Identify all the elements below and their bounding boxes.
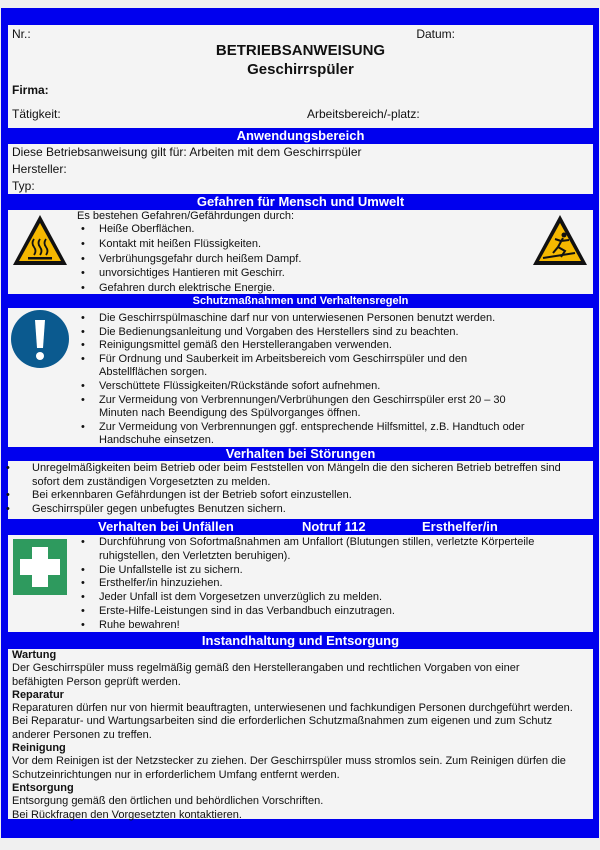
section-title-gefahren: Gefahren für Mensch und Umwelt (196, 194, 405, 209)
anwendung-section (8, 144, 593, 194)
hersteller-label: Hersteller: (12, 162, 67, 176)
gefahren-intro: Es bestehen Gefahren/Gefährdungen durch: (77, 210, 295, 222)
notruf-label: Notruf 112 (302, 519, 366, 534)
footer-note: Bei Rückfragen den Vorgesetzten kontaktieren. (12, 808, 242, 821)
section-title-instand: Instandhaltung und Entsorgung (201, 633, 400, 648)
ersthelfer-label: Ersthelfer/in (422, 519, 498, 534)
list-item: • Die Unfallstelle ist zu sichern. (77, 564, 593, 578)
list-item: • Zur Vermeidung von Verbrennungen ggf. entsprechende Hilfsmittel, z.B. Handtuch oder Handschuhe einsetzen. (77, 421, 593, 448)
list-item: • Heiße Oberflächen. (77, 222, 593, 237)
firma-label: Firma: (12, 83, 49, 97)
list-item: • Kontakt mit heißen Flüssigkeiten. (77, 237, 593, 252)
reinigung-heading: Reinigung (12, 742, 66, 755)
list-item: • Bei erkennbaren Gefährdungen ist der Betrieb sofort einzustellen. (2, 489, 593, 503)
scope-line: Diese Betriebsanweisung gilt für: Arbeiten mit dem Geschirrspüler (12, 145, 362, 159)
list-item: • Die Geschirrspülmaschine darf nur von unterwiesenen Personen benutzt werden. (77, 312, 593, 326)
list-item: • Ruhe bewahren! (77, 619, 593, 633)
reparatur-heading: Reparatur (12, 688, 64, 701)
mandatory-exclamation-icon (11, 310, 69, 368)
entsorgung-heading: Entsorgung (12, 781, 74, 794)
arbeitsbereich-label: Arbeitsbereich/-platz: (307, 107, 420, 121)
list-item: • Verbrühungsgefahr durch heißem Dampf. (77, 252, 593, 267)
list-item: • unvorsichtiges Hantieren mit Geschirr. (77, 266, 593, 281)
typ-label: Typ: (12, 179, 35, 193)
list-item: • Unregelmäßigkeiten beim Betrieb oder beim Feststellen von Mängeln die den sicheren Betrieb betreffen sind sofort dem zuständigen Vorgesetzten zu melden. (2, 462, 593, 489)
page-title: BETRIEBSANWEISUNG (215, 42, 386, 59)
list-item: • Geschirrspüler gegen unbefugtes Benutzen sichern. (2, 503, 593, 517)
unfaelle-section (8, 535, 593, 632)
nr-label: Nr.: (12, 27, 31, 41)
schutz-section (8, 308, 593, 447)
list-item: • Erste-Hilfe-Leistungen sind in das Verbandbuch einzutragen. (77, 605, 593, 619)
datum-label: Datum: (416, 27, 455, 41)
header-section (8, 25, 593, 128)
hot-surface-warning-icon (11, 213, 69, 268)
list-item: • Die Bedienungsanleitung und Vorgaben des Herstellers sind zu beachten. (77, 326, 593, 340)
instand-section (8, 649, 593, 819)
reinigung-text: Vor dem Reinigen ist der Netzstecker zu ziehen. Der Geschirrspüler muss stromlos sein. Zum Reinigen dürfen die Schutzeinrichtungen nur in erforderlichem Umfang entfernt werden. (12, 755, 566, 781)
section-title-unfaelle (8, 519, 593, 535)
list-item: • Jeder Unfall ist dem Vorgesetzen unverzüglich zu melden. (77, 591, 593, 605)
list-item: • Zur Vermeidung von Verbrennungen/Verbrühungen den Geschirrspüler erst 20 – 30 Minuten nach Beendigung des Spülvorganges öffnen. (77, 394, 593, 421)
gefahren-list (77, 222, 593, 296)
section-title-stoerungen: Verhalten bei Störungen (225, 446, 376, 461)
list-item: • Ersthelfer/in hinzuziehen. (77, 577, 593, 591)
schutz-list (77, 312, 593, 448)
list-item: • Für Ordnung und Sauberkeit im Arbeitsbereich vom Geschirrspüler und den Abstellflächen sorgen. (77, 353, 593, 380)
list-item: • Durchführung von Sofortmaßnahmen am Unfallort (Blutungen stillen, verletzte Körperteile ruhigstellen, den Verletzten beruhigen). (77, 536, 593, 564)
page-subtitle: Geschirrspüler (247, 61, 354, 78)
first-aid-icon (13, 539, 67, 595)
section-title-schutz: Schutzmaßnahmen und Verhaltensregeln (192, 295, 409, 307)
list-item: • Gefahren durch elektrische Energie. (77, 281, 593, 296)
list-item: • Reinigungsmittel gemäß den Herstellerangaben verwenden. (77, 339, 593, 353)
unfaelle-title: Verhalten bei Unfällen (98, 519, 234, 534)
unfaelle-list (77, 536, 593, 633)
gefahren-section (8, 210, 593, 294)
section-title-anwendung: Anwendungsbereich (236, 128, 365, 143)
wartung-text: Der Geschirrspüler muss regelmäßig gemäß den Herstellerangaben und rechtlichen Vorgaben von einer befähigten Person geprüft werden. (12, 662, 520, 688)
entsorgung-text: Entsorgung gemäß den örtlichen und behördlichen Vorschriften. (12, 795, 324, 808)
taetigkeit-label: Tätigkeit: (12, 107, 61, 121)
stoerungen-section (8, 461, 593, 519)
stoerungen-list (2, 462, 593, 516)
wartung-heading: Wartung (12, 649, 57, 661)
reparatur-text: Reparaturen dürfen nur von hiermit beauftragten, unterwiesenen und fachkundigen Personen durchgeführt werden. Bei Reparatur- und Wartungsarbeiten sind die erforderlichen Schutzmaßnahmen zum eigenen und zum Schutz anderer Personen zu treffen. (12, 702, 573, 741)
list-item: • Verschüttete Flüssigkeiten/Rückstände sofort aufnehmen. (77, 380, 593, 394)
